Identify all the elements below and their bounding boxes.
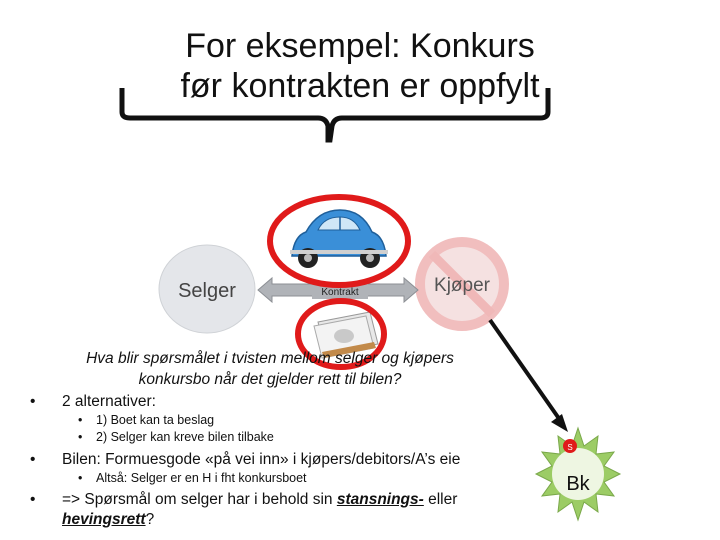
seller-label: Selger: [178, 280, 236, 302]
red-badge-label: S: [567, 443, 573, 452]
bullet-question-pre: => Spørsmål om selger har i behold sin: [62, 491, 337, 508]
sub-bullet-3: • Altså: Selger er en H i fht konkursboet: [30, 470, 530, 487]
brace-shape: [122, 88, 548, 140]
text-block: [30, 348, 530, 530]
bullet-question: [30, 490, 530, 530]
stansning-term: stansnings-: [336, 491, 424, 508]
star-label: Bk: [566, 473, 590, 495]
question-text: Hva blir spørsmålet i tvisten mellom selger og kjøpers konkursbo når det gjelder rett til bilen?: [86, 350, 454, 388]
bullet-question-mid: eller: [423, 491, 458, 508]
bullet-property: • Bilen: Formuesgode «på vei inn» i kjøpers/debitors/A’s eie: [30, 450, 530, 470]
contract-label: Kontrakt: [321, 287, 359, 298]
arrow-head: [551, 414, 568, 432]
buyer-label: Kjøper: [434, 275, 490, 296]
car-icon: [290, 210, 388, 268]
title-line-2: før kontrakten er oppfylt: [180, 67, 540, 105]
title-line-1: For eksempel: Konkurs: [185, 27, 535, 65]
sub-bullet-2: • 2) Selger kan kreve bilen tilbake: [30, 429, 530, 446]
heving-term: hevingsrett: [62, 511, 146, 528]
sub-bullet-1: • 1) Boet kan ta beslag: [30, 412, 530, 429]
bullet-question-post: ?: [145, 511, 155, 528]
bullet-alternatives: • 2 alternativer:: [30, 392, 530, 412]
